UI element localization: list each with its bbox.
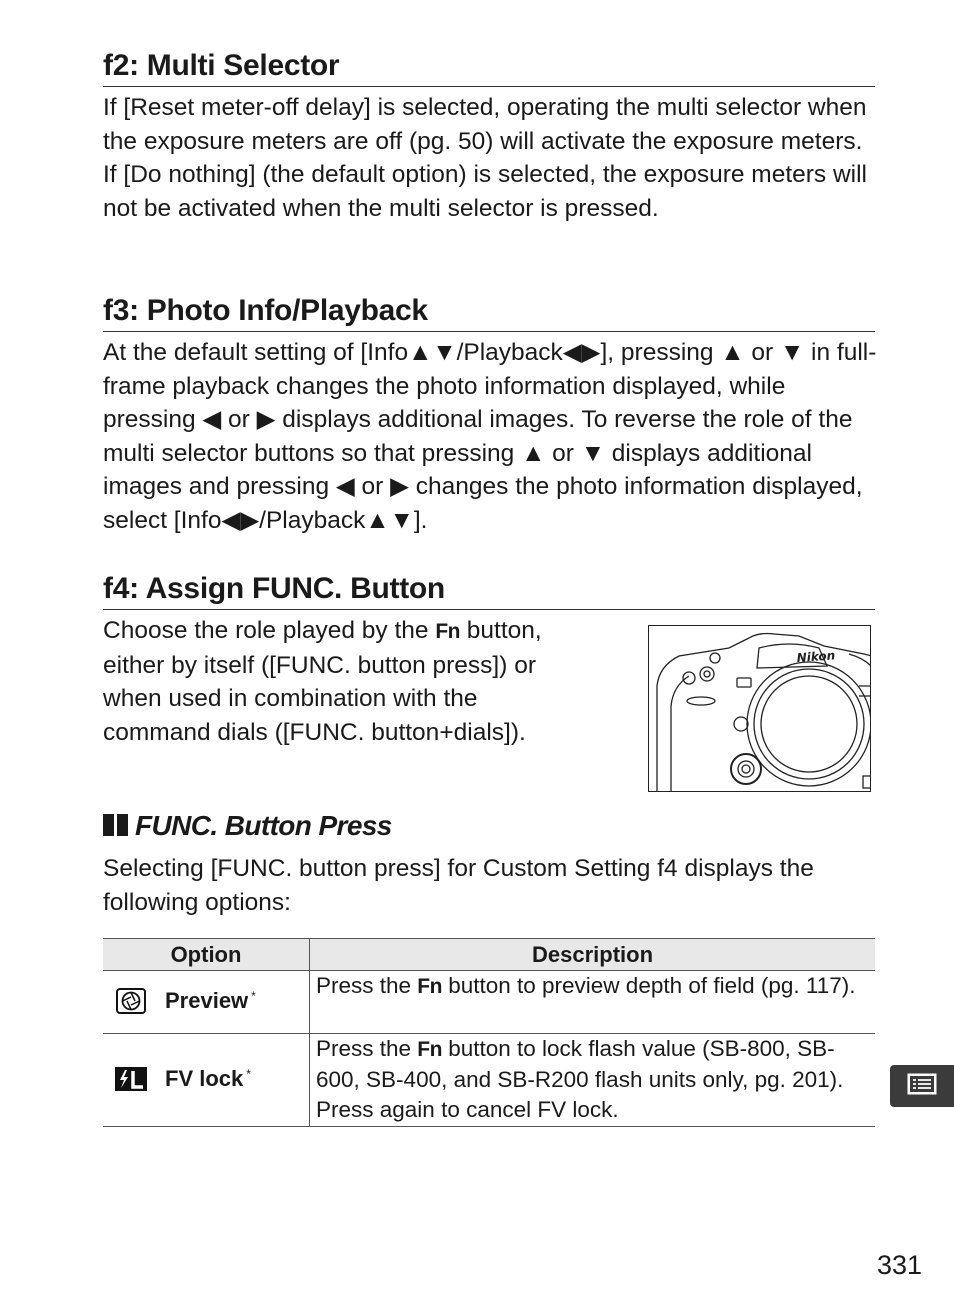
section-marker-icon (103, 814, 129, 836)
custom-settings-menu-icon (906, 1072, 938, 1101)
camera-illustration (648, 625, 871, 792)
table-header-row (103, 939, 875, 971)
option-name: Preview * (165, 988, 256, 1013)
description-cell: Press the Fn button to preview depth of field (pg. 117). (310, 971, 876, 1034)
table-row (103, 1034, 875, 1127)
table-row (103, 971, 875, 1034)
column-header-option: Option (103, 939, 310, 971)
aperture-preview-icon (115, 988, 147, 1014)
option-cell (103, 1034, 310, 1127)
section-body-f4: Choose the role played by the Fn button, either by itself ([FUNC. button press]) or when used in combination with the command dials ([FUNC. button+dials]). (103, 617, 542, 746)
page-number: 331 (877, 1250, 923, 1280)
subsection-intro: Selecting [FUNC. button press] for Custom Setting f4 displays the following options: (103, 855, 814, 916)
section-title-f4: f4: Assign FUNC. Button (103, 571, 875, 610)
section-body-f3: At the default setting of [Info▲▼/Playback◀▶], pressing ▲ or ▼ in full-frame playback changes the photo information displayed, while pressing ◀ or ▶ displays additional images. To reverse the role of the multi selector buttons so that pressing ▲ or ▼ displays additional images and pressing ◀ or ▶ changes the photo information displayed, select [Info◀▶/Playback▲▼]. (103, 339, 877, 534)
option-name: FV lock * (165, 1066, 251, 1091)
custom-settings-tab (890, 1065, 954, 1107)
fv-lock-icon (115, 1066, 147, 1092)
section-title-f3: f3: Photo Info/Playback (103, 293, 875, 332)
option-cell (103, 971, 310, 1034)
description-cell: Press the Fn button to lock flash value (SB-800, SB-600, SB-400, and SB-R200 flash units only, pg. 201). Press again to cancel FV lock. (310, 1034, 876, 1127)
options-table (103, 938, 875, 1127)
subsection-heading: FUNC. Button Press (103, 810, 392, 842)
section-body-f2: If [Reset meter-off delay] is selected, operating the multi selector when the exposure meters are off (pg. 50) will activate the exposure meters. If [Do nothing] (the default option) is selected, the exposure meters will not be activated when the multi selector is pressed. (103, 94, 867, 222)
camera-brand-logo: Nikon (796, 648, 836, 665)
fn-button-label: Fn (435, 620, 460, 643)
section-title-f2: f2: Multi Selector (103, 48, 875, 87)
column-header-description: Description (310, 939, 876, 971)
